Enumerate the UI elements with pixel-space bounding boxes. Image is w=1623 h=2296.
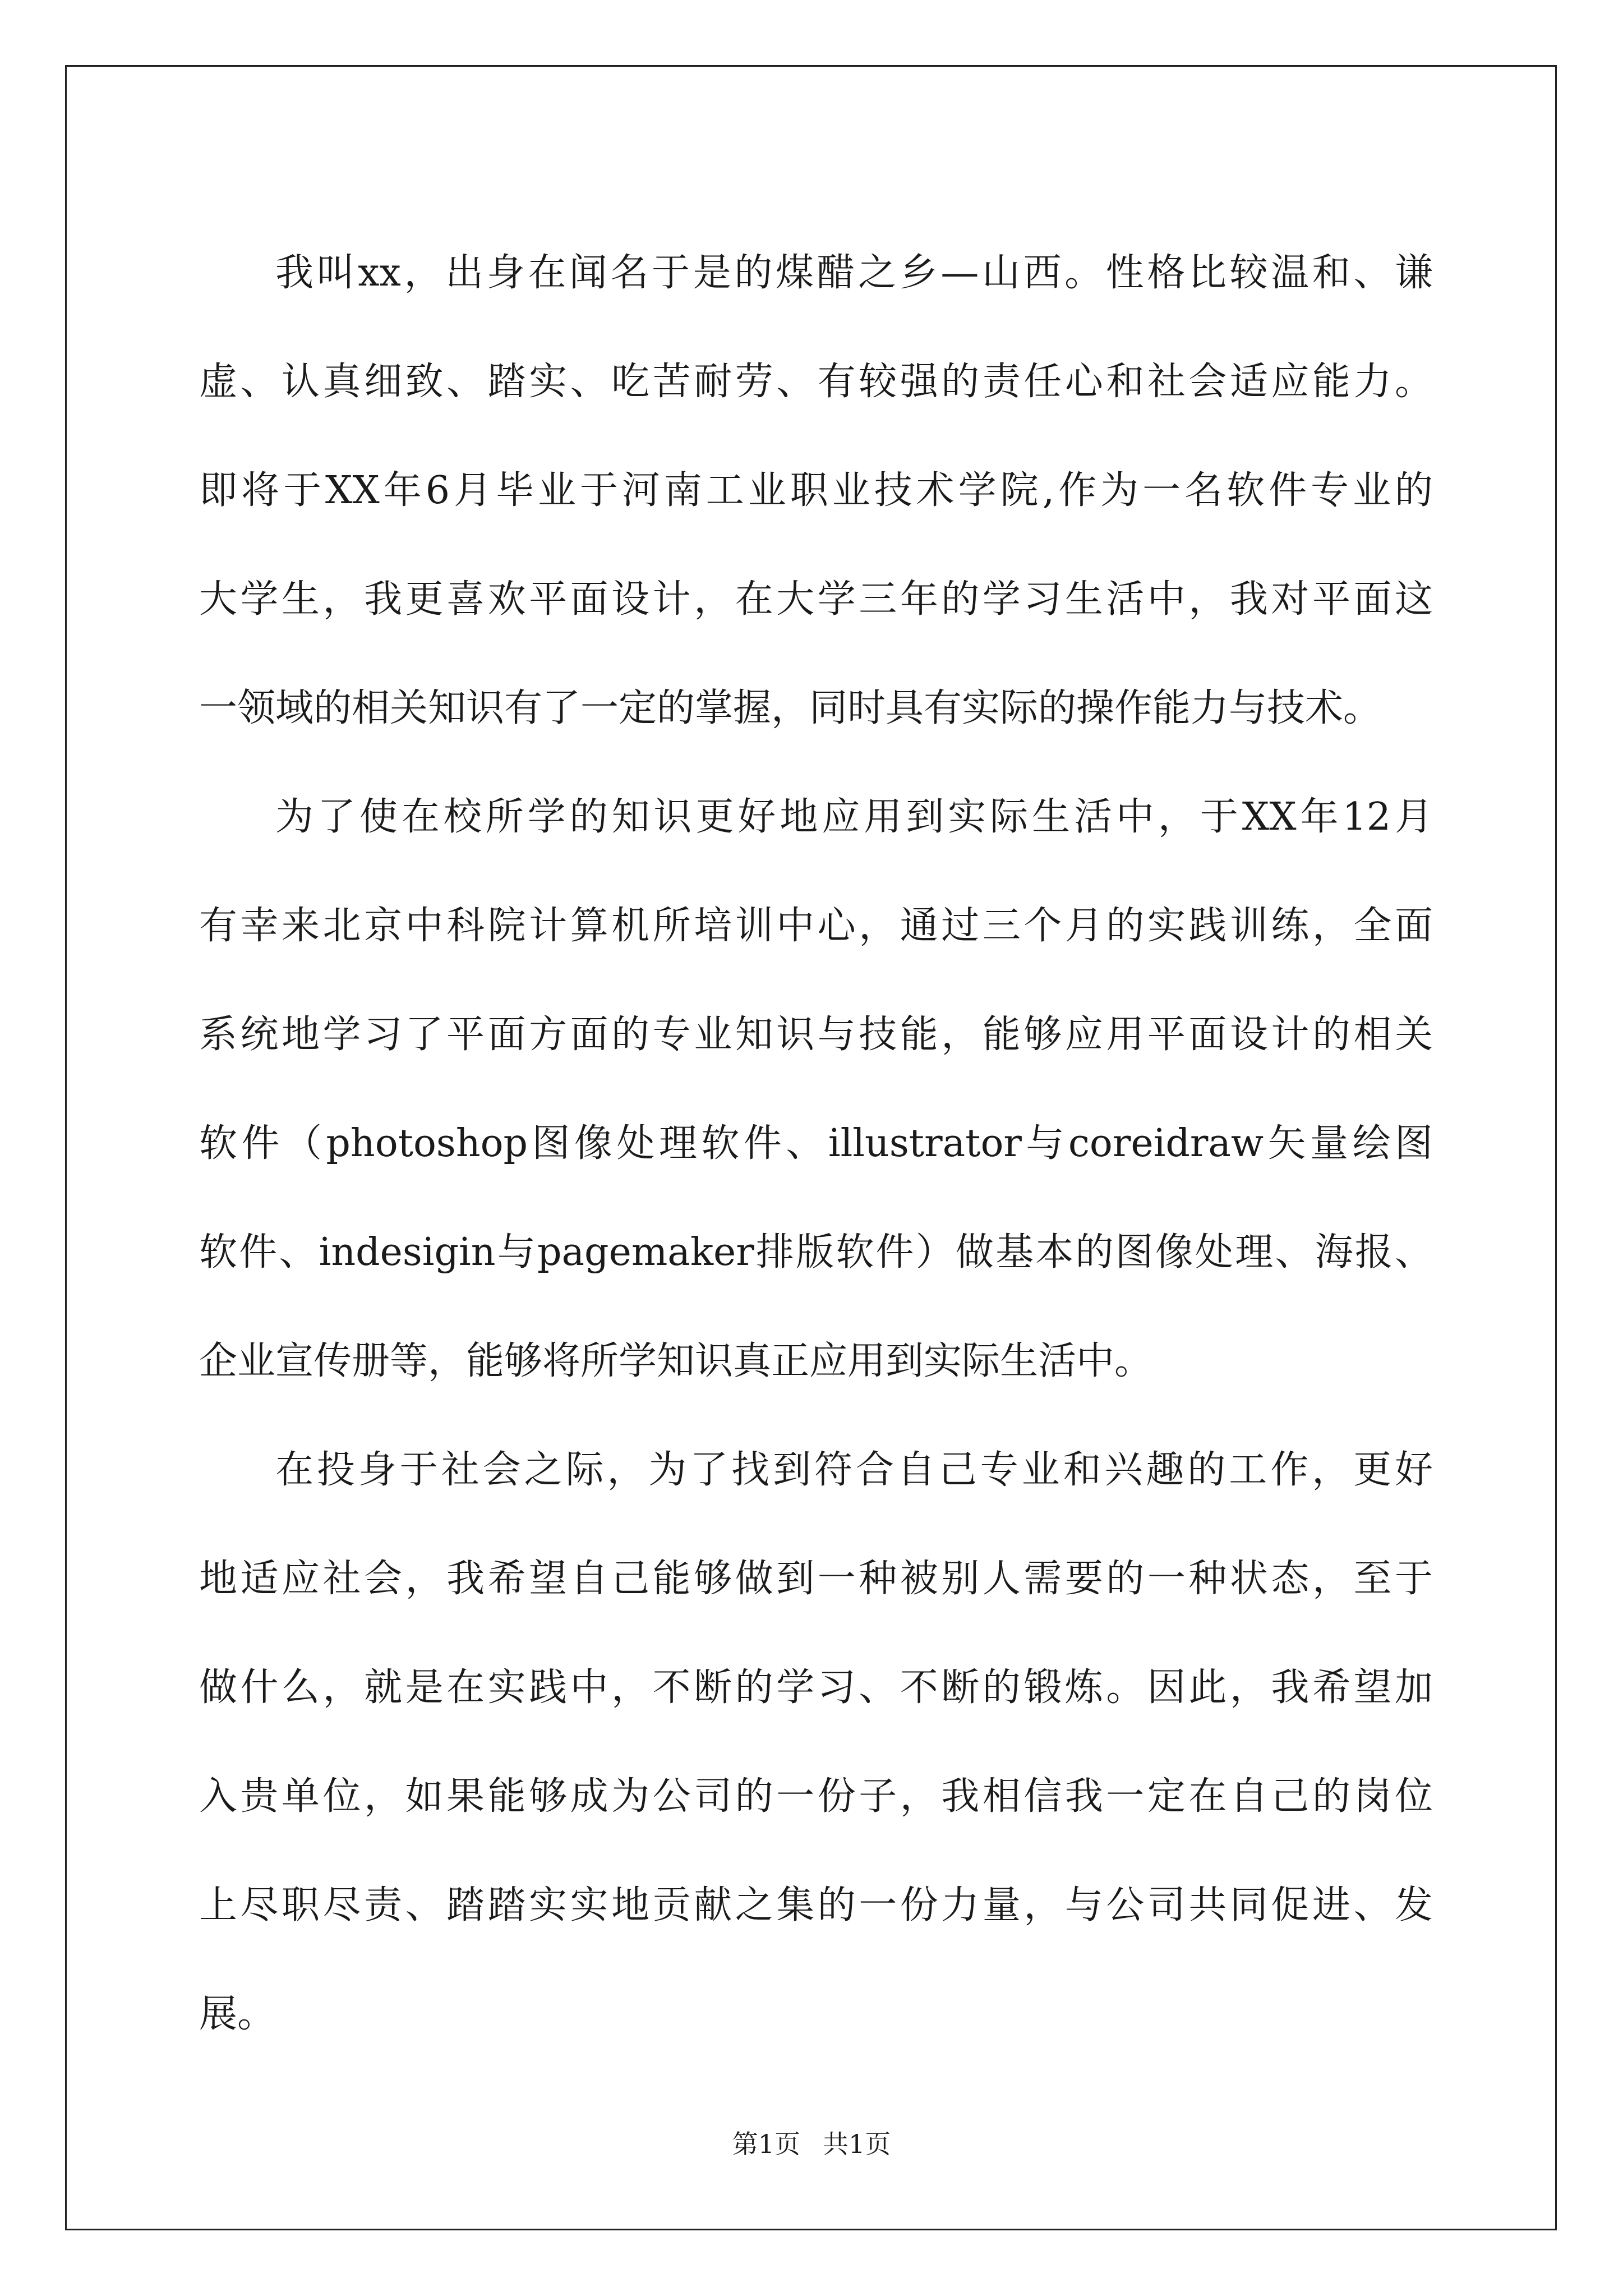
text-line: 在投身于社会之际，为了找到符合自己专业和兴趣的工作，更好 [275, 1448, 1433, 1492]
text-line: 地适应社会，我希望自己能够做到一种被别人需要的一种状态，至于 [199, 1557, 1433, 1601]
page-number: 第1页 [732, 2129, 800, 2159]
paragraph-1 [199, 219, 1433, 763]
text-line: 为了使在校所学的知识更好地应用到实际生活中，于XX年12月 [275, 795, 1433, 839]
text-line: 软件、indesigin与pagemaker排版软件）做基本的图像处理、海报、 [199, 1230, 1433, 1274]
text-line: 企业宣传册等，能够将所学知识真正应用到实际生活中。 [199, 1339, 1153, 1383]
text-line: 系统地学习了平面方面的专业知识与技能，能够应用平面设计的相关 [199, 1013, 1433, 1057]
text-line: 上尽职尽责、踏踏实实地贡献之集的一份力量，与公司共同促进、发 [199, 1883, 1433, 1927]
text-line: 即将于XX年6月毕业于河南工业职业技术学院,作为一名软件专业的 [199, 468, 1433, 513]
paragraph-3 [199, 1416, 1433, 2069]
text-line: 入贵单位，如果能够成为公司的一份子，我相信我一定在自己的岗位 [199, 1774, 1433, 1819]
text-line: 展。 [199, 1992, 276, 2036]
text-line: 一领域的相关知识有了一定的掌握，同时具有实际的操作能力与技术。 [199, 686, 1382, 730]
text-line: 有幸来北京中科院计算机所培训中心，通过三个月的实践训练，全面 [199, 904, 1433, 948]
paragraph-2 [199, 763, 1433, 1416]
text-line: 做什么，就是在实践中，不断的学习、不断的锻炼。因此，我希望加 [199, 1665, 1433, 1710]
text-line: 大学生，我更喜欢平面设计，在大学三年的学习生活中，我对平面这 [199, 577, 1433, 622]
page-total: 共1页 [823, 2129, 891, 2159]
document-body [199, 219, 1433, 2069]
text-line: 虚、认真细致、踏实、吃苦耐劳、有较强的责任心和社会适应能力。 [199, 360, 1433, 404]
page-footer [0, 2127, 1623, 2161]
text-line: 我叫xx，出身在闻名于是的煤醋之乡—山西。性格比较温和、谦 [275, 251, 1433, 295]
text-line: 软件（photoshop图像处理软件、illustrator与coreidraw矢量绘图 [199, 1121, 1433, 1166]
